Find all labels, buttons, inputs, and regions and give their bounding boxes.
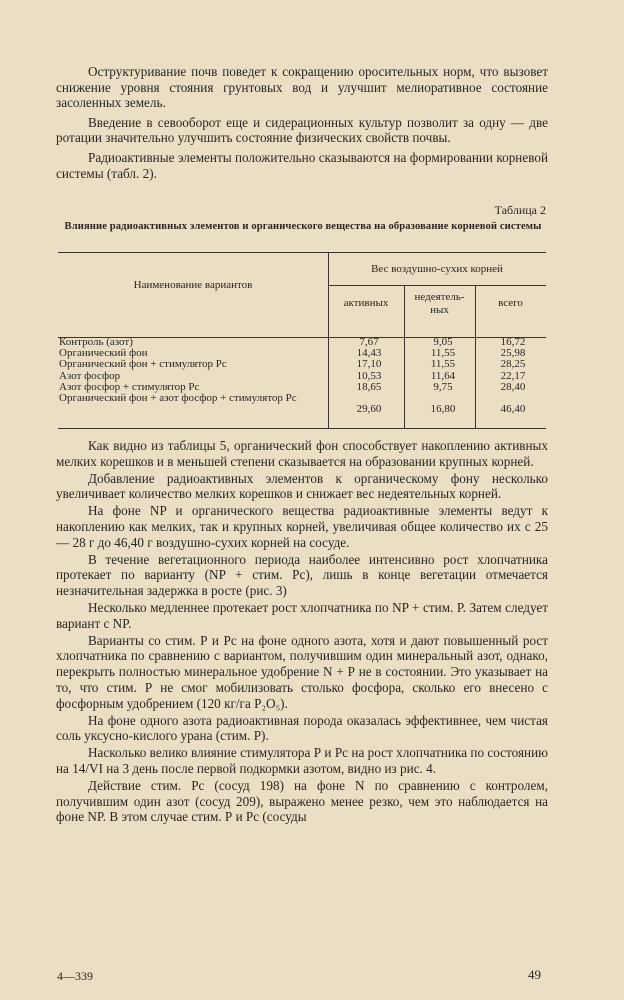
printer-signature: 4—339 xyxy=(57,969,93,983)
cell-inactive: 11,64 xyxy=(430,369,456,382)
row-name: Азот фосфор xyxy=(59,369,121,382)
cell-inactive: 9,75 xyxy=(433,380,453,393)
row-name: Органический фон + азот фосфор + стимулятор Рс xyxy=(59,391,297,404)
paragraph: Введение в севооборот еще и сидерационных культур позволит за одну — две ротации значительно улучшить состояние физических свойств почвы. xyxy=(56,114,548,146)
paragraph: На фоне NP и органического вещества радиоактивные элементы ведут к накоплению как мелких, так и крупных корней, увеличивая общее количество их с 25 — 28 г до 46,40 г воздушно-сухих корней на сосуде. xyxy=(56,503,548,550)
table-row xyxy=(58,393,546,415)
paragraph: В течение вегетационного периода наиболее интенсивно рост хлопчатника протекает по варианту (NP + стим. Рс), лишь в конце вегетации отмечается незначительная задержка в росте (рис. 3) xyxy=(56,551,548,599)
paragraph: Действие стим. Рс (сосуд 198) на фоне N по сравнению с контролем, получившим один азот (сосуд 209), выражено менее резко, чем это наблюдается на фоне NP. В этом случае стим. Р и Рс (сосуды xyxy=(56,777,548,825)
cell-total: 28,40 xyxy=(500,380,526,393)
header-col-inactive: недеятель- ных xyxy=(414,291,465,316)
paragraph: Радиоактивные элементы положительно сказываются на формировании корневой системы (табл. 2). xyxy=(56,149,548,181)
body-text xyxy=(56,438,548,826)
cell-total: 46,40 xyxy=(500,403,526,416)
cell-total: 25,98 xyxy=(500,347,526,360)
paragraph: Варианты со стим. Р и Рс на фоне одного азота, хотя и дают повышенный рост хлопчатника по сравнению с вариантом, получившим один минеральный азот, однако, перекрыть полностью минеральное удобрение N + Р не в состоянии. Это указывает на то, что стим. Р не смог мобилизовать столько фосфора, сколько его внесено с фосфорным удобрением (120 кг/га Р₂О₅). xyxy=(56,632,548,711)
cell-total: 16,72 xyxy=(500,336,526,348)
cell-active: 10,53 xyxy=(356,369,382,382)
cell-active: 14,43 xyxy=(356,347,382,360)
paragraph: Добавление радиоактивных элементов к органическому фону несколько увеличивает количество мелких корешков и снижает вес недеятельных корней. xyxy=(56,470,548,502)
data-table xyxy=(58,252,546,429)
table-title: Влияние радиоактивных элементов и органического вещества на образование корневой системы xyxy=(64,221,542,232)
cell-inactive: 11,55 xyxy=(430,358,456,371)
row-name: Азот фосфор + стимулятор Рс xyxy=(59,380,200,393)
cell-total: 28,25 xyxy=(500,358,526,371)
table-body xyxy=(58,337,546,415)
row-name: Органический фон + стимулятор Рс xyxy=(59,358,227,371)
cell-inactive: 11,55 xyxy=(430,347,456,360)
table-caption: Таблица 2 xyxy=(494,203,546,217)
paragraph: На фоне одного азота радиоактивная порода оказалась эффективнее, чем чистая соль уксусно-кислого урана (стим. Р). xyxy=(56,712,548,744)
header-col-active: активных xyxy=(343,297,389,309)
cell-active: 18,65 xyxy=(356,380,382,393)
header-name: Наименование вариантов xyxy=(133,279,253,291)
table-row xyxy=(58,359,546,370)
cell-total: 22,17 xyxy=(500,369,526,382)
page-number: 49 xyxy=(528,967,541,982)
paragraph: Насколько велико влияние стимулятора Р и Рс на рост хлопчатника по состоянию на 14/VI на 3 день после первой подкормки азотом, видно из рис. 4. xyxy=(56,745,548,776)
cell-inactive: 16,80 xyxy=(430,403,456,416)
cell-active: 17,10 xyxy=(356,358,382,371)
header-group: Вес воздушно-сухих корней xyxy=(371,263,503,275)
cell-inactive: 9,05 xyxy=(433,336,453,348)
cell-active: 7,67 xyxy=(359,336,379,348)
paragraph: Как видно из таблицы 5, органический фон способствует накоплению активных мелких корешков и в меньшей степени сказывается на образовании крупных корней. xyxy=(56,438,548,469)
cell-active: 29,60 xyxy=(356,403,382,416)
row-name: Органический фон xyxy=(59,347,148,360)
header-col-total: всего xyxy=(498,297,523,309)
row-name: Контроль (азот) xyxy=(59,336,133,348)
paragraph: Несколько медленнее протекает рост хлопчатника по NP + стим. Р. Затем следует вариант с NP. xyxy=(56,599,548,631)
intro-text xyxy=(56,64,548,185)
paragraph: Оструктуривание почв поведет к сокращению оросительных норм, что вызовет снижение уровня стояния грунтовых вод и улучшит мелиоративное состояние засоленных земель. xyxy=(56,64,548,111)
